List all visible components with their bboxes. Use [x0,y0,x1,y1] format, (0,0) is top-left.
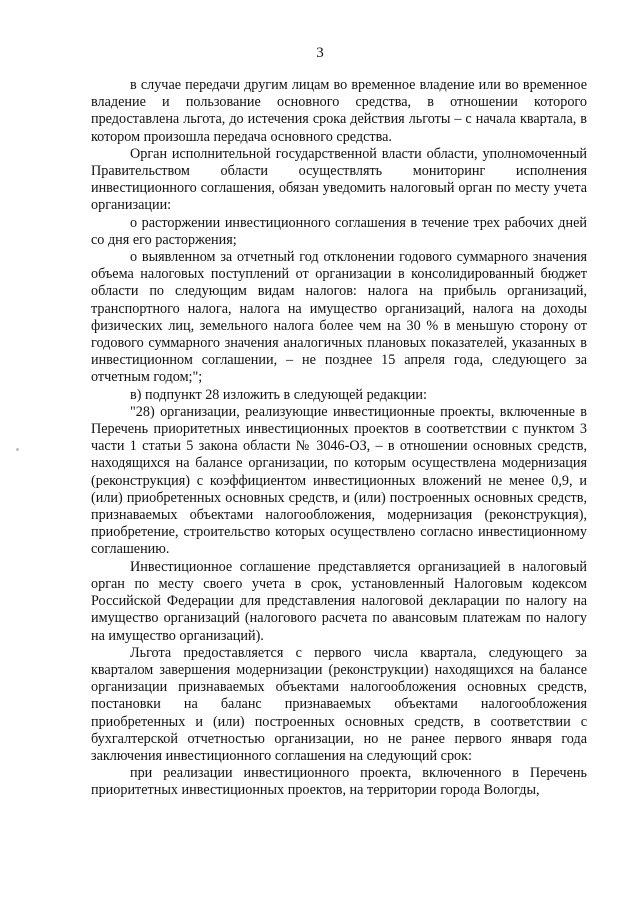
paragraph-subclause-28-intro: в) подпункт 28 изложить в следующей редакции: [130,386,427,403]
document-body [91,77,587,800]
page-number: 3 [316,45,324,61]
paragraph-deviation-notice: о выявленном за отчетный год отклонении годового суммарного значения объема налоговых поступлений от организации в консолидированный бюджет области по следующим видам налогов: налога на прибыль организаций, транспортного налога, налога на имущество организаций, налога на доходы физических лиц, земельного налога более чем на 30 % в меньшую сторону от годового суммарного значения аналогичных плановых показателей, указанных в инвестиционном соглашении, – не позднее 15 апреля года, следующего за отчетным годом;"; [91,249,587,386]
paragraph-vologda-project: при реализации инвестиционного проекта, включенного в Перечень приоритетных инвестиционных проектов, на территории города Вологды, [91,765,587,799]
scan-speck [16,448,19,451]
paragraph-executive-authority-notice: Орган исполнительной государственной власти области, уполномоченный Правительством области осуществлять мониторинг исполнения инвестиционного соглашения, обязан уведомить налоговый орган по месту учета организации: [91,145,587,214]
paragraph-subclause-28-text: "28) организации, реализующие инвестиционные проекты, включенные в Перечень приоритетных инвестиционных проектов в соответствии с пунктом 3 части 1 статьи 5 закона области № 3046-ОЗ, – в отношении основных средств, находящихся на балансе организации, по которым осуществлена модернизация (реконструкция) с коэффициентом инвестиционных вложений не менее 0,9, и (или) приобретенных основных средств, и (или) построенных основных средств, признаваемых объектами налогообложения, модернизация (реконструкция), приобретение, строительство которых осуществлено согласно инвестиционному соглашению. [91,403,587,558]
paragraph-transfer-of-asset: в случае передачи другим лицам во временное владение или во временное владение и пользование основного средства, в отношении которого предоставлена льгота, до истечения срока действия льготы – с начала квартала, в котором произошла передача основного средства. [91,77,587,145]
paragraph-investment-agreement-submission: Инвестиционное соглашение представляется организацией в налоговый орган по месту своего учета в срок, установленный Налоговым кодексом Российской Федерации для представления налоговой декларации по налогу на имущество организаций (налогового расчета по авансовым платежам по налогу на имущество организаций). [91,558,587,644]
paragraph-termination-notice: о расторжении инвестиционного соглашения в течение трех рабочих дней со дня его расторжения; [91,214,587,248]
paragraph-benefit-start: Льгота предоставляется с первого числа квартала, следующего за кварталом завершения модернизации (реконструкции) находящихся на балансе организации признаваемых объектами налогообложения основных средств, постановки на баланс признаваемых объектами налогообложения приобретенных и (или) построенных основных средств, в соответствии с бухгалтерской отчетностью организации, но не ранее первого января года заключения инвестиционного соглашения на следующий срок: [91,644,587,764]
